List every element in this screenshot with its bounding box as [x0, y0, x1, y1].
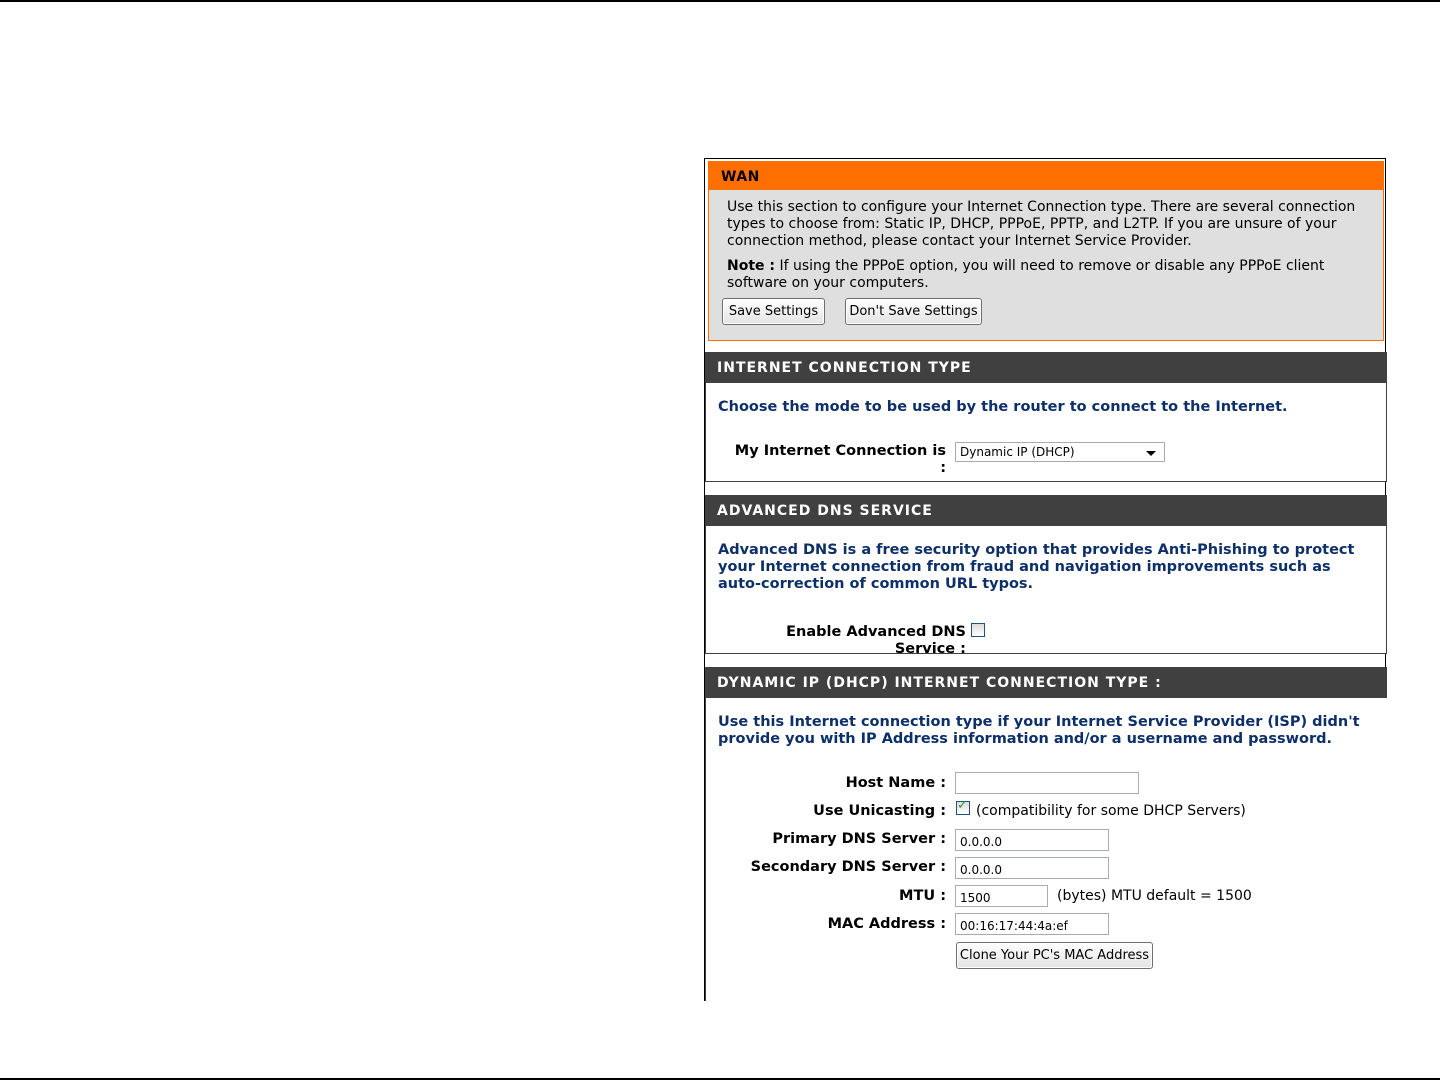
mac-address-input[interactable]: [955, 913, 1109, 935]
wan-note-label: Note :: [727, 258, 775, 274]
secondary-dns-label: Secondary DNS Server :: [750, 859, 946, 875]
page-top-rule: [0, 0, 1440, 2]
dont-save-settings-button[interactable]: Don't Save Settings: [845, 298, 982, 325]
advanced-dns-header: ADVANCED DNS SERVICE: [705, 495, 1387, 526]
host-name-input[interactable]: [955, 772, 1139, 794]
unicasting-note: (compatibility for some DHCP Servers): [976, 803, 1246, 819]
host-name-label: Host Name :: [845, 775, 946, 791]
enable-advanced-dns-label: Enable Advanced DNS Service :: [786, 624, 966, 657]
dhcp-intro: Use this Internet connection type if your Internet Service Provider (ISP) didn't provide you with IP Address information and/or a username and password.: [718, 714, 1360, 747]
use-unicasting-label: Use Unicasting :: [813, 803, 946, 819]
internet-connection-type-section: [705, 383, 1387, 482]
mtu-input[interactable]: [955, 885, 1048, 907]
wan-settings-panel: [704, 158, 1386, 1001]
page-bottom-rule: [0, 1078, 1440, 1080]
advanced-dns-section: [705, 526, 1387, 657]
connection-type-select[interactable]: [955, 442, 1165, 462]
mtu-note: (bytes) MTU default = 1500: [1057, 888, 1252, 904]
enable-advanced-dns-checkbox[interactable]: [971, 623, 985, 637]
advanced-dns-intro: Advanced DNS is a free security option that provides Anti-Phishing to protect your Internet connection from fraud and navigation improvements such as auto-correction of common URL typos.: [718, 542, 1355, 592]
primary-dns-label: Primary DNS Server :: [772, 831, 946, 847]
connection-type-label: My Internet Connection is :: [734, 443, 946, 476]
secondary-dns-input[interactable]: [955, 857, 1109, 879]
internet-connection-type-header: INTERNET CONNECTION TYPE: [705, 352, 1387, 383]
mac-address-label: MAC Address :: [827, 916, 946, 932]
wan-box: [708, 161, 1384, 341]
wan-description: Use this section to configure your Internet Connection type. There are several connection types to choose from: Static IP, DHCP, PPPoE, PPTP, and L2TP. If you are unsure of your connection method, please contact your Internet Service Provider.: [727, 199, 1356, 249]
dhcp-header: DYNAMIC IP (DHCP) INTERNET CONNECTION TYPE :: [705, 667, 1387, 698]
connection-type-selected: Dynamic IP (DHCP): [960, 445, 1075, 459]
clone-mac-address-button[interactable]: Clone Your PC's MAC Address: [956, 942, 1153, 969]
wan-title: WAN: [709, 162, 1383, 190]
chevron-down-icon: [1146, 451, 1156, 456]
checkmark-icon: ✓: [957, 798, 968, 813]
mtu-label: MTU :: [899, 888, 946, 904]
connection-type-intro: Choose the mode to be used by the router to connect to the Internet.: [718, 399, 1288, 415]
save-settings-button[interactable]: Save Settings: [722, 298, 825, 325]
dhcp-section: [705, 698, 1387, 1001]
use-unicasting-checkbox[interactable]: [956, 798, 970, 815]
wan-note: [727, 258, 1347, 292]
wan-note-text: If using the PPPoE option, you will need to remove or disable any PPPoE client software on your computers.: [727, 258, 1325, 291]
primary-dns-input[interactable]: [955, 829, 1109, 851]
